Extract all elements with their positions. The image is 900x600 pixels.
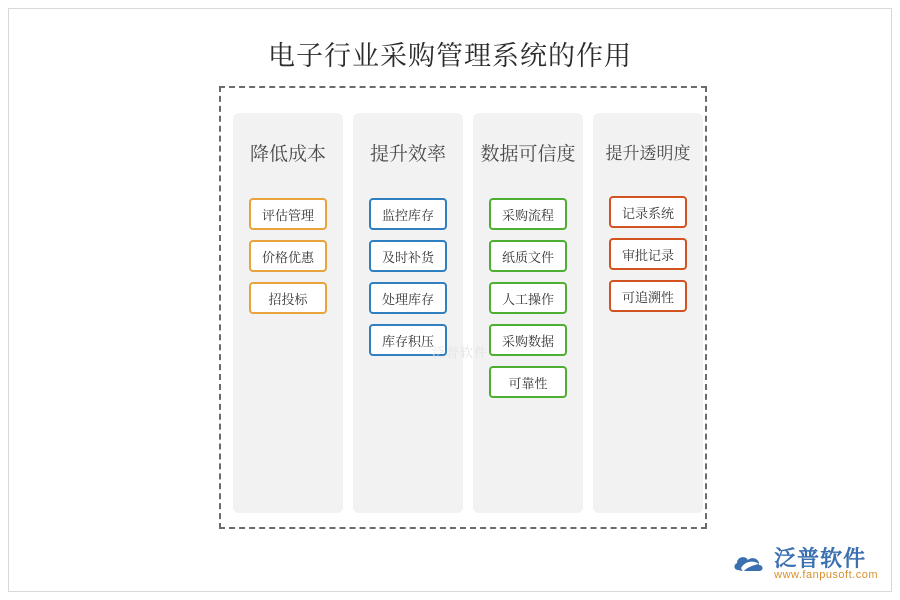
diagram-columns [221,113,705,513]
column-heading-2: 数据可信度 [480,144,576,165]
chip-3-1[interactable]: 审批记录 [609,238,687,270]
chip-1-0[interactable]: 监控库存 [369,198,447,230]
column-heading-0: 降低成本 [249,144,326,165]
chip-2-2[interactable]: 人工操作 [489,282,567,314]
chip-2-1[interactable]: 纸质文件 [489,240,567,272]
page-title: 电子行业采购管理系统的作用 [268,41,632,71]
chip-2-4[interactable]: 可靠性 [489,366,567,398]
column-heading-3: 提升透明度 [605,144,691,163]
column-heading-1: 提升效率 [369,144,446,165]
chip-1-2[interactable]: 处理库存 [369,282,447,314]
brand-name: 泛普软件 [774,546,867,572]
chip-0-0[interactable]: 评估管理 [249,198,327,230]
diagram-column-0 [233,113,343,513]
diagram-column-1 [353,113,463,513]
cloud-swoosh-icon [732,548,766,582]
brand-logo [732,547,878,582]
diagram-column-2 [473,113,583,513]
chip-1-1[interactable]: 及时补货 [369,240,447,272]
brand-text [774,547,878,582]
chip-0-2[interactable]: 招投标 [249,282,327,314]
watermark-text: 泛普软件 [432,345,489,360]
chip-2-0[interactable]: 采购流程 [489,198,567,230]
chip-0-1[interactable]: 价格优惠 [249,240,327,272]
chip-3-2[interactable]: 可追溯性 [609,280,687,312]
diagram-column-3 [593,113,703,513]
chip-1-3[interactable]: 库存积压 [369,324,447,356]
brand-url: www.fanpusoft.com [774,569,878,582]
chip-2-3[interactable]: 采购数据 [489,324,567,356]
chip-3-0[interactable]: 记录系统 [609,196,687,228]
